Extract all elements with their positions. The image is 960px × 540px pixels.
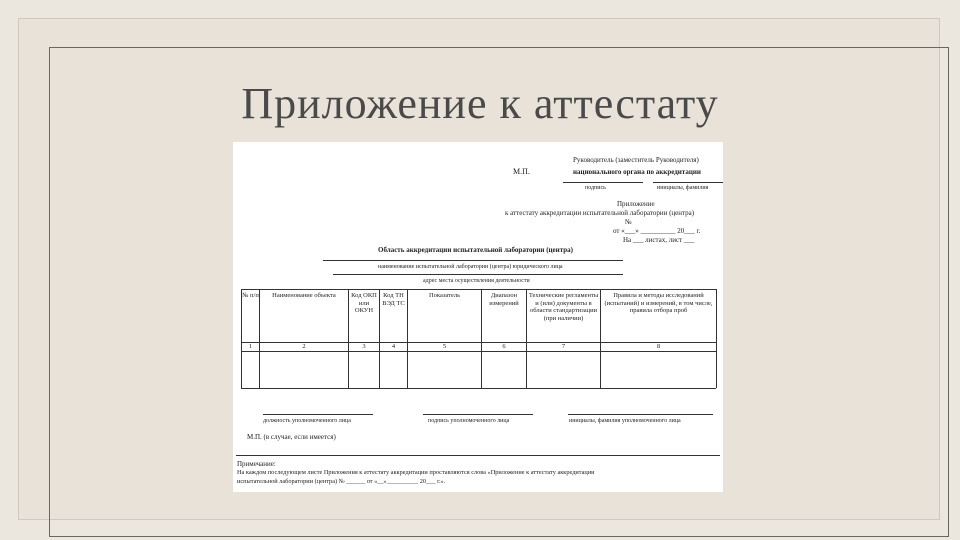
lab-name-line bbox=[323, 260, 623, 261]
column-number: 1 bbox=[248, 343, 253, 350]
to-certificate: к аттестату аккредитации испытательной лаборатории (центра) bbox=[505, 209, 695, 217]
stamp-label: М.П. bbox=[513, 167, 530, 176]
column-number: 6 bbox=[502, 343, 506, 350]
signature-caption-2: подпись уполномоченного лица bbox=[428, 418, 510, 424]
note-text: испытательной лаборатории (центра) № ______ от «__»__________ 20___ г.». bbox=[237, 478, 446, 485]
position-line bbox=[263, 414, 373, 415]
certificate-number: № bbox=[625, 218, 632, 226]
name-caption-2: инициалы, фамилия уполномоченного лица bbox=[569, 418, 681, 424]
header-cell: Показатель bbox=[428, 292, 461, 299]
header-cell: Технические регламенты и (или) документы в области стандартизации (при наличии) bbox=[528, 292, 599, 322]
signature-line bbox=[563, 182, 643, 183]
head-org: национального органа по аккредитации bbox=[573, 168, 701, 176]
header-cell: Код ОКП или ОКУН bbox=[351, 292, 377, 314]
note-divider bbox=[236, 455, 720, 456]
scope-title: Область аккредитации испытательной лаборатории (центра) bbox=[378, 246, 573, 254]
signature-caption: подпись bbox=[585, 185, 606, 191]
name-line bbox=[653, 182, 723, 183]
header-cell: № п/п bbox=[242, 292, 259, 299]
certificate-date: от «___» __________ 20___ г. bbox=[613, 227, 701, 235]
note-text: На каждом последующем листе Приложения к аттестату аккредитации проставляются слова «Приложение к аттестату аккредитации bbox=[237, 469, 595, 476]
signature-line-2 bbox=[423, 414, 533, 415]
column-number: 5 bbox=[442, 343, 447, 350]
column-number: 7 bbox=[561, 343, 566, 350]
address-caption: адрес места осуществления деятельности bbox=[423, 278, 530, 284]
header-cell: Код ТН ВЭД ТС bbox=[382, 292, 405, 307]
lab-name-caption: наименование испытательной лаборатории (центра) юридического лица bbox=[378, 264, 563, 270]
column-number: 3 bbox=[362, 343, 366, 350]
column-number: 8 bbox=[656, 343, 661, 350]
header-cell: Правила и методы исследований (испытаний) и измерений, в том числе, правила отбора проб bbox=[604, 292, 713, 314]
stamp-note: М.П. (в случае, если имеется) bbox=[247, 433, 336, 441]
position-caption: должность уполномоченного лица bbox=[263, 418, 351, 424]
column-number: 2 bbox=[302, 343, 306, 350]
name-line-2 bbox=[568, 414, 713, 415]
head-role: Руководитель (заместитель Руководителя) bbox=[573, 156, 699, 164]
column-number: 4 bbox=[391, 343, 396, 350]
appendix-label: Приложение bbox=[617, 200, 655, 208]
note-title: Примечание: bbox=[237, 460, 276, 468]
sheets-count: На ___ листах, лист ___ bbox=[623, 236, 695, 244]
slide-title: Приложение к аттестату bbox=[241, 79, 719, 128]
header-cell: Диапазон измерений bbox=[489, 292, 519, 307]
document-image bbox=[233, 142, 723, 492]
name-caption: инициалы, фамилия bbox=[657, 185, 709, 191]
address-line bbox=[333, 274, 623, 275]
header-cell: Наименование объекта bbox=[272, 292, 336, 299]
